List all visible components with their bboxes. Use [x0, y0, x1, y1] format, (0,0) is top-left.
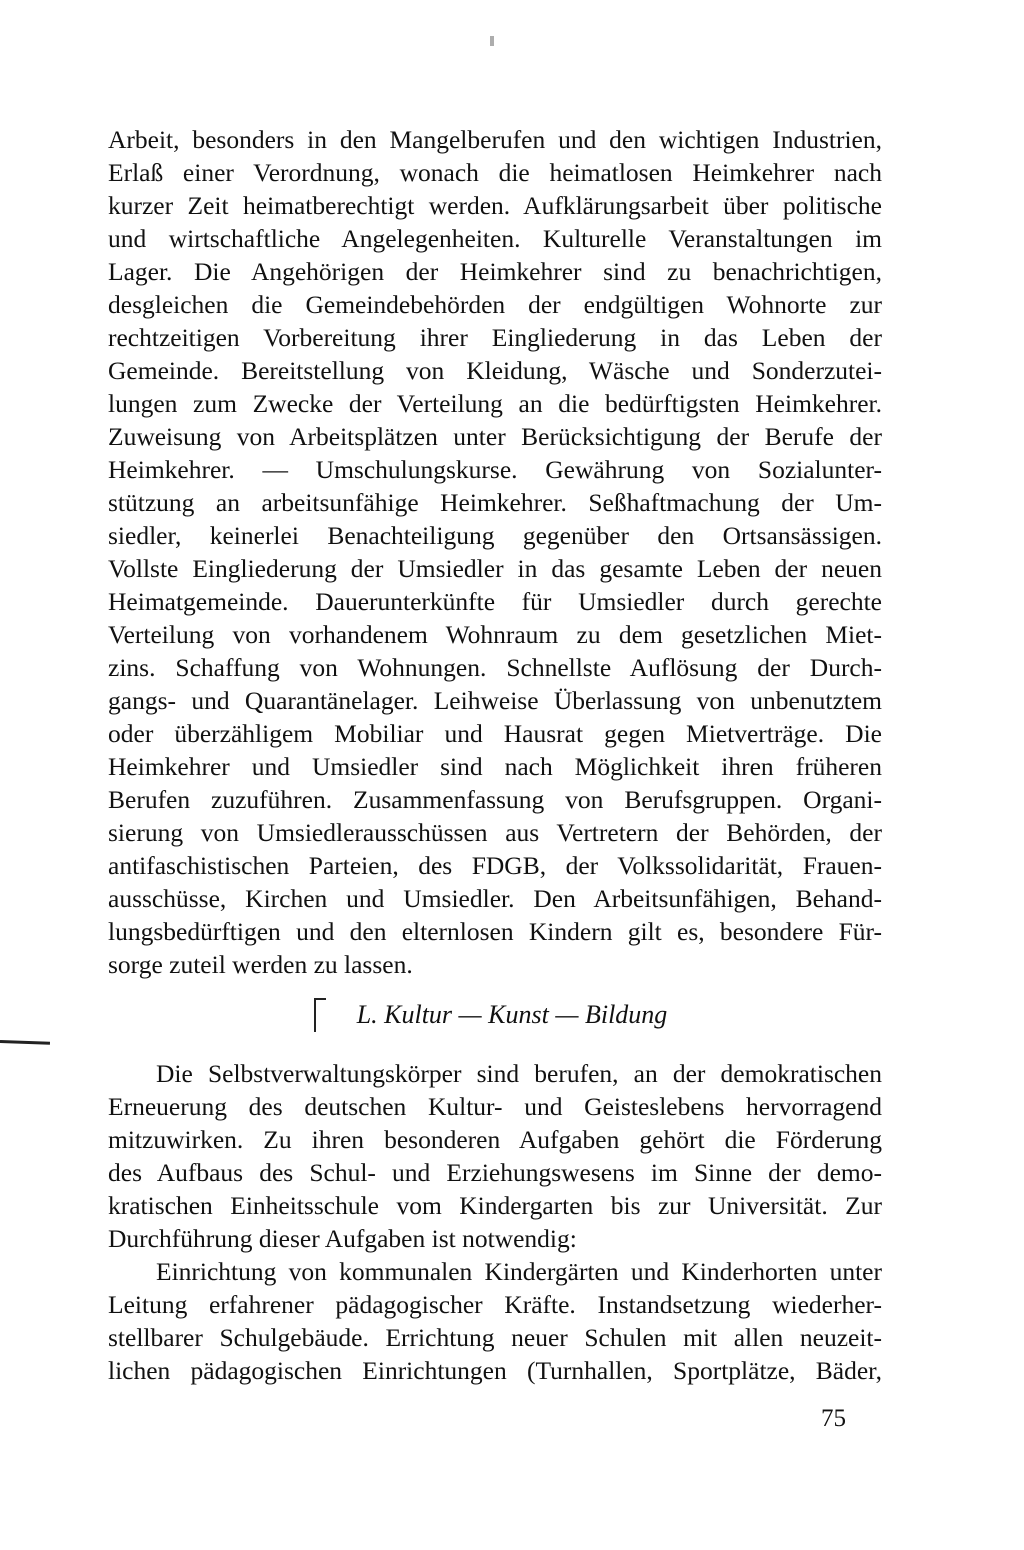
- text-line: stützung an arbeitsunfähige Heimkehrer. Seßhaftmachung der Um-: [108, 488, 882, 517]
- text-line: Heimkehrer und Umsiedler sind nach Möglichkeit ihren früheren: [108, 752, 882, 781]
- text-line: Zuweisung von Arbeitsplätzen unter Berücksichtigung der Berufe der: [108, 422, 882, 451]
- text-line: rechtzeitigen Vorbereitung ihrer Eingliederung in das Leben der: [108, 323, 882, 352]
- text-line: Gemeinde. Bereitstellung von Kleidung, Wäsche und Sonderzutei-: [108, 356, 882, 385]
- text-line: Vollste Eingliederung der Umsiedler in das gesamte Leben der neuen: [108, 554, 882, 583]
- text-line: antifaschistischen Parteien, des FDGB, der Volkssolidarität, Frauen-: [108, 851, 882, 880]
- text-line: oder überzähligem Mobiliar und Hausrat gegen Mietverträge. Die: [108, 719, 882, 748]
- margin-mark: [0, 1040, 50, 1045]
- text-line: Arbeit, besonders in den Mangelberufen und den wichtigen Industrien,: [108, 125, 882, 154]
- text-line: lungsbedürftigen und den elternlosen Kindern gilt es, besondere Für-: [108, 917, 882, 946]
- text-line: kratischen Einheitsschule vom Kindergarten bis zur Universität. Zur: [108, 1191, 882, 1220]
- text-line: Erneuerung des deutschen Kultur- und Geisteslebens hervorragend: [108, 1092, 882, 1121]
- text-line: Erlaß einer Verordnung, wonach die heimatlosen Heimkehrer nach: [108, 158, 882, 187]
- scan-speck: [490, 36, 494, 46]
- text-line: stellbarer Schulgebäude. Errichtung neuer Schulen mit allen neuzeit-: [108, 1323, 882, 1352]
- text-line: Berufen zuzuführen. Zusammenfassung von Berufsgruppen. Organi-: [108, 785, 882, 814]
- text-line: ausschüsse, Kirchen und Umsiedler. Den Arbeitsunfähigen, Behand-: [108, 884, 882, 913]
- text-line: lichen pädagogischen Einrichtungen (Turnhallen, Sportplätze, Bäder,: [108, 1356, 882, 1385]
- text-line: Durchführung dieser Aufgaben ist notwendig:: [108, 1224, 577, 1253]
- text-line: Heimkehrer. — Umschulungskurse. Gewährung von Sozialunter-: [108, 455, 882, 484]
- text-line: des Aufbaus des Schul- und Erziehungswesens im Sinne der demo-: [108, 1158, 882, 1187]
- text-line: Einrichtung von kommunalen Kindergärten und Kinderhorten unter: [156, 1257, 882, 1286]
- text-line: siedler, keinerlei Benachteiligung gegenüber den Ortsansässigen.: [108, 521, 882, 550]
- text-line: Verteilung von vorhandenem Wohnraum zu dem gesetzlichen Miet-: [108, 620, 882, 649]
- text-line: mitzuwirken. Zu ihren besonderen Aufgaben gehört die Förderung: [108, 1125, 882, 1154]
- text-line: Leitung erfahrener pädagogischer Kräfte. Instandsetzung wiederher-: [108, 1290, 882, 1319]
- page-number: 75: [821, 1405, 846, 1432]
- text-line: lungen zum Zwecke der Verteilung an die bedürftigsten Heimkehrer.: [108, 389, 882, 418]
- text-line: gangs- und Quarantänelager. Leihweise Überlassung von unbenutztem: [108, 686, 882, 715]
- text-line: kurzer Zeit heimatberechtigt werden. Aufklärungsarbeit über politische: [108, 191, 882, 220]
- text-line: Lager. Die Angehörigen der Heimkehrer sind zu benachrichtigen,: [108, 257, 882, 286]
- text-line: Heimatgemeinde. Dauerunterkünfte für Umsiedler durch gerechte: [108, 587, 882, 616]
- text-line: desgleichen die Gemeindebehörden der endgültigen Wohnorte zur: [108, 290, 882, 319]
- text-line: und wirtschaftliche Angelegenheiten. Kulturelle Veranstaltungen im: [108, 224, 882, 253]
- text-line: sorge zuteil werden zu lassen.: [108, 950, 413, 979]
- text-line: sierung von Umsiedlerausschüssen aus Vertretern der Behörden, der: [108, 818, 882, 847]
- text-line: zins. Schaffung von Wohnungen. Schnellste Auflösung der Durch-: [108, 653, 882, 682]
- section-heading: L. Kultur — Kunst — Bildung: [356, 1000, 668, 1029]
- text-line: Die Selbstverwaltungskörper sind berufen, an der demokratischen: [156, 1059, 882, 1088]
